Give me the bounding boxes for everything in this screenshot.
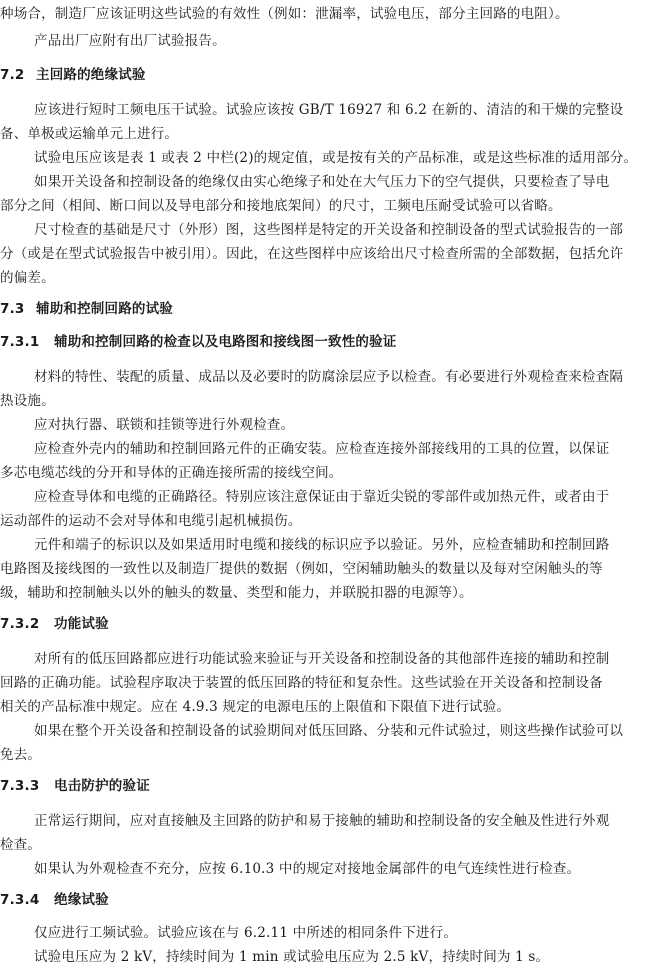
- section-title: 辅助和控制回路的检查以及电路图和接线图一致性的验证: [54, 334, 397, 350]
- text-line: 正常运行期间，应对直接触及主回路的防护和易于接触的辅助和控制设备的安全触及性进行外观: [34, 813, 610, 829]
- section-number: 7.3: [0, 301, 25, 317]
- section-title: 绝缘试验: [54, 892, 109, 908]
- text-line: 产品出厂应附有出厂试验报告。: [34, 33, 226, 49]
- text-line: 相关的产品标准中规定。应在 4.9.3 规定的电源电压的上限值和下限值下进行试验。: [0, 699, 511, 715]
- text-line: 应对执行器、联锁和挂锁等进行外观检查。: [34, 417, 295, 433]
- text-line: 电路图及接线图的一致性以及制造厂提供的数据（例如，空闲辅助触头的数量以及每对空闲触头的等: [0, 561, 603, 577]
- text-line: 分（或是在型式试验报告中被引用）。因此，在这些图样中应该给出尺寸检查所需的全部数据，包括允许: [0, 246, 624, 262]
- section-title: 功能试验: [54, 616, 109, 632]
- text-line: 多芯电缆芯线的分开和导体的正确连接所需的接线空间。: [0, 465, 343, 481]
- section-heading-7-3: [0, 297, 173, 317]
- text-line: 试验电压应该是表 1 或表 2 中栏(2)的规定值，或是按有关的产品标准，或是这些标准的适用部分。: [34, 150, 638, 166]
- text-line: 如果在整个开关设备和控制设备的试验期间对低压回路、分装和元件试验过，则这些操作试验可以: [34, 723, 624, 739]
- section-heading-7-3-4: [0, 888, 109, 908]
- section-heading-7-2: [0, 63, 146, 83]
- text-line: 尺寸检查的基础是尺寸（外形）图，这些图样是特定的开关设备和控制设备的型式试验报告的一部: [34, 222, 624, 238]
- text-line: 运动部件的运动不会对导体和电缆引起机械损伤。: [0, 513, 302, 529]
- text-line: 备、单极或运输单元上进行。: [0, 126, 179, 142]
- text-line: 的偏差。: [0, 270, 55, 286]
- section-title: 辅助和控制回路的试验: [36, 301, 173, 317]
- text-line: 如果开关设备和控制设备的绝缘仅由实心绝缘子和处在大气压力下的空气提供，只要检查了导电: [34, 174, 610, 190]
- text-line: 部分之间（相间、断口间以及导电部分和接地底架间）的尺寸，工频电压耐受试验可以省略。: [0, 198, 562, 214]
- section-number: 7.3.1: [0, 334, 40, 350]
- section-number: 7.3.2: [0, 616, 40, 632]
- section-number: 7.3.3: [0, 778, 40, 794]
- section-heading-7-3-3: [0, 774, 150, 794]
- text-line: 如果认为外观检查不充分，应按 6.10.3 中的规定对接地金属部件的电气连续性进行检查。: [34, 861, 581, 877]
- text-line: 应该进行短时工频电压干试验。试验应该按 GB/T 16927 和 6.2 在新的、清洁的和干燥的完整设: [34, 102, 624, 118]
- section-title: 电击防护的验证: [54, 778, 150, 794]
- text-line: 试验电压应为 2 kV，持续时间为 1 min 或试验电压应为 2.5 kV，持续时间为 1 s。: [34, 949, 550, 965]
- text-line: 检查。: [0, 837, 42, 853]
- text-line: 应检查导体和电缆的正确路径。特别应该注意保证由于靠近尖锐的零部件或加热元件，或者由于: [34, 489, 610, 505]
- text-line: 应检查外壳内的辅助和控制回路元件的正确安装。应检查连接外部接线用的工具的位置，以保证: [34, 441, 610, 457]
- text-line: 材料的特性、装配的质量、成品以及必要时的防腐涂层应予以检查。有必要进行外观检查来检查隔: [34, 369, 624, 385]
- section-heading-7-3-1: [0, 330, 397, 350]
- text-line: 回路的正确功能。试验程序取决于装置的低压回路的特征和复杂性。这些试验在开关设备和控制设备: [0, 675, 603, 691]
- section-heading-7-3-2: [0, 612, 109, 632]
- text-line: 免去。: [0, 747, 42, 763]
- section-title: 主回路的绝缘试验: [36, 67, 146, 83]
- section-number: 7.2: [0, 67, 25, 83]
- text-line: 仅应进行工频试验。试验应该在与 6.2.11 中所述的相同条件下进行。: [34, 925, 458, 941]
- text-line: 元件和端子的标识以及如果适用时电缆和接线的标识应予以验证。另外，应检查辅助和控制回路: [34, 537, 610, 553]
- text-line: 种场合，制造厂应该证明这些试验的有效性（例如：泄漏率，试验电压，部分主回路的电阻）。: [0, 6, 569, 22]
- text-line: 对所有的低压回路都应进行功能试验来验证与开关设备和控制设备的其他部件连接的辅助和控制: [34, 651, 610, 667]
- section-number: 7.3.4: [0, 892, 40, 908]
- text-line: 热设施。: [0, 393, 55, 409]
- text-line: 级，辅助和控制触头以外的触头的数量、类型和能力，并联脱扣器的电源等）。: [0, 585, 473, 601]
